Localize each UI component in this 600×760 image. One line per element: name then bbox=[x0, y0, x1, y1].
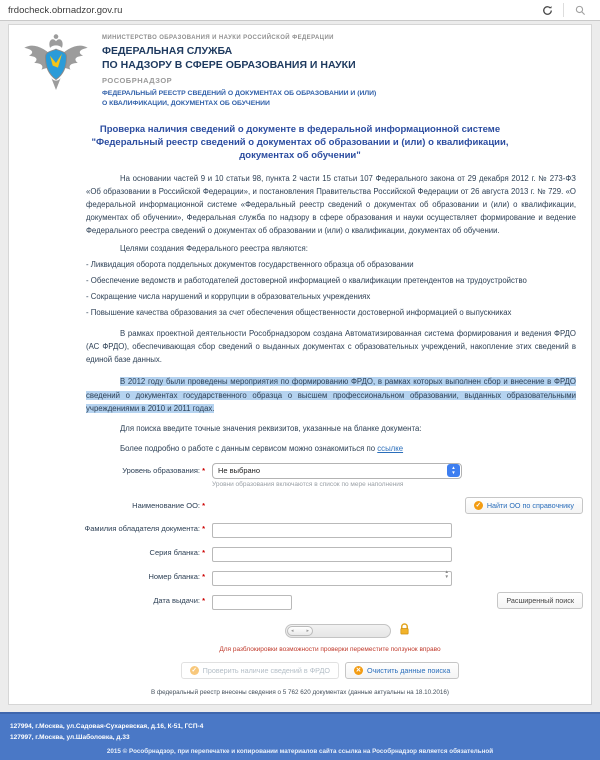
button-label: Проверить наличие сведений в ФРДО bbox=[202, 665, 330, 675]
chevron-up-down-icon: ▲ ▼ bbox=[447, 464, 460, 477]
series-input[interactable] bbox=[212, 547, 452, 562]
button-label: Расширенный поиск bbox=[506, 596, 574, 606]
more-info-text: Более подробно о работе с данным сервисом можно ознакомиться по bbox=[120, 443, 376, 453]
oo-name-row bbox=[9, 497, 591, 514]
number-spinner-icon[interactable]: ▲ ▼ bbox=[444, 568, 449, 579]
bar-divider bbox=[563, 3, 564, 17]
number-row bbox=[9, 568, 591, 586]
issue-date-row bbox=[9, 592, 591, 610]
issue-date-input[interactable] bbox=[212, 595, 292, 610]
goal-item: - Обеспечение ведомств и работодателей достоверной информацией о квалификации претендентов на трудоустройство bbox=[86, 275, 527, 285]
surname-input[interactable] bbox=[212, 523, 452, 538]
required-asterisk: * bbox=[202, 572, 205, 582]
goal-item: - Повышение качества образования за счет обеспечения общественности достоверной информацией о выпускниках bbox=[86, 308, 512, 318]
required-asterisk: * bbox=[202, 466, 205, 476]
legal-paragraph: На основании частей 9 и 10 статьи 98, пункта 2 части 15 статьи 107 Федерального закона от 29 декабря 2012 г. № 273-ФЗ «Об образовании в Российской Федерации», и постановления Правительства Российской Федерации от 26 августа 2013 г. № 729. «О федеральной информационной системе «Федеральный реестр сведений о документах об образовании и (или) о квалификации, документах об обучении», Федеральная служба по надзору в сфере образования и науки осуществляет формирование и ведение Федерального реестра сведений о документах об образовании и (или) о квалификации, документах об обучении. bbox=[86, 173, 576, 235]
registry-name bbox=[102, 89, 376, 109]
check-circle-icon: ✓ bbox=[191, 666, 197, 674]
service-name bbox=[102, 45, 376, 72]
required-asterisk: * bbox=[202, 500, 205, 510]
number-input[interactable] bbox=[212, 568, 452, 586]
check-circle-icon: ✓ bbox=[475, 501, 482, 509]
check-frdo-button[interactable] bbox=[181, 662, 339, 679]
cross-circle-icon: ✕ bbox=[355, 666, 362, 674]
series-row bbox=[9, 544, 591, 562]
search-icon[interactable] bbox=[568, 3, 592, 18]
issue-date-label bbox=[9, 596, 205, 605]
url-text[interactable]: frdocheck.obrnadzor.gov.ru bbox=[8, 4, 123, 16]
series-label bbox=[9, 548, 205, 557]
required-asterisk: * bbox=[202, 548, 205, 558]
registry-line1: ФЕДЕРАЛЬНЫЙ РЕЕСТР СВЕДЕНИЙ О ДОКУМЕНТАХ ОБ ОБРАЗОВАНИИ И (ИЛИ) bbox=[102, 90, 377, 98]
form-actions bbox=[49, 662, 591, 679]
button-label: Очистить данные поиска bbox=[366, 665, 451, 675]
asfrdo-paragraph: В рамках проектной деятельности Рособрнадзором создана Автоматизированная система формирования и ведения ФРДО (АС ФРДО), обеспечивающая сбор сведений о выданных документах с образовательных учреждений, накопление этих сведений в единой базе данных. bbox=[86, 329, 576, 365]
search-intro: Для поиска введите точные значения реквизитов, указанные на бланке документа: bbox=[120, 423, 422, 433]
goal-item: - Сокращение числа нарушений и коррупции в образовательных учреждениях bbox=[86, 292, 371, 302]
registry-stats: В федеральный реестр внесены сведения о 5 762 620 документах (данные актуальны на 18.10.2016) bbox=[150, 688, 450, 696]
clear-search-button[interactable] bbox=[345, 662, 459, 679]
page-content bbox=[9, 172, 591, 455]
refresh-icon[interactable] bbox=[535, 3, 559, 18]
footer-address-1: 127994, г.Москва, ул.Садовая-Сухаревская, д.16, К-51, ГСП-4 bbox=[10, 722, 204, 730]
unlock-slider-area bbox=[285, 622, 591, 640]
education-level-row bbox=[9, 463, 591, 479]
selected-text: В 2012 году были проведены мероприятия по формированию ФРДО, в рамках которых выполнен сбор и внесение в ФРДО сведений о документах государственного образца о высшем профессиональном образовании, выданных образовательными учреждениями в 2010 и 2011 годах. bbox=[86, 377, 576, 413]
browser-address-bar[interactable] bbox=[0, 0, 600, 21]
button-label: Найти ОО по справочнику bbox=[486, 500, 574, 510]
slider-hint: Для разблокировки возможности проверки переместите ползунок вправо bbox=[219, 645, 441, 653]
advanced-search-button[interactable] bbox=[497, 592, 583, 609]
more-info-link[interactable]: ссылке bbox=[377, 443, 404, 453]
page-card bbox=[8, 24, 592, 705]
surname-row bbox=[9, 520, 591, 538]
education-level-hint: Уровни образования включаются в список по мере наполнения bbox=[212, 480, 404, 488]
number-label bbox=[9, 572, 205, 581]
surname-label bbox=[9, 524, 205, 533]
select-value: Не выбрано bbox=[218, 466, 260, 476]
registry-line2: О КВАЛИФИКАЦИИ, ДОКУМЕНТАХ ОБ ОБУЧЕНИИ bbox=[102, 100, 270, 108]
education-level-select[interactable] bbox=[212, 463, 462, 479]
rosobrnadzor-emblem-icon bbox=[23, 32, 89, 94]
label-text: Фамилия обладателя документа: bbox=[84, 524, 200, 534]
oo-name-label bbox=[9, 501, 205, 510]
label-text: Дата выдачи: bbox=[153, 596, 200, 606]
more-info-line bbox=[86, 442, 576, 455]
highlighted-paragraph bbox=[86, 375, 576, 414]
service-line2: ПО НАДЗОРУ В СФЕРЕ ОБРАЗОВАНИЯ И НАУКИ bbox=[102, 58, 356, 71]
masthead-text bbox=[102, 32, 376, 110]
agency-name: РОСОБРНАДЗОР bbox=[102, 76, 173, 86]
goal-item: - Ликвидация оборота поддельных документов государственного образца об образовании bbox=[86, 259, 414, 269]
goals-intro: Целями создания Федерального реестра являются: bbox=[120, 243, 308, 253]
label-text: Уровень образования: bbox=[122, 466, 200, 476]
service-line1: ФЕДЕРАЛЬНАЯ СЛУЖБА bbox=[102, 45, 233, 57]
footer-copyright: 2015 © Рособрнадзор, при перепечатке и копировании материалов сайта ссылка на Рособрнадзор является обязательной bbox=[106, 747, 494, 755]
ministry-line: МИНИСТЕРСТВО ОБРАЗОВАНИЯ И НАУКИ РОССИЙСКОЙ ФЕДЕРАЦИИ bbox=[102, 35, 334, 41]
page-title: Проверка наличия сведений о документе в федеральной информационной системе "Федеральный реестр сведений о документах об образовании и (или) о квалификации, документах об обучении" bbox=[91, 123, 509, 162]
masthead bbox=[9, 25, 591, 110]
lock-icon bbox=[399, 622, 410, 640]
education-level-label bbox=[9, 466, 205, 475]
required-asterisk: * bbox=[202, 524, 205, 534]
find-oo-button[interactable] bbox=[465, 497, 583, 514]
page-footer bbox=[0, 712, 600, 760]
footer-address-2: 127997, г.Москва, ул.Шаболовка, д.33 bbox=[10, 733, 130, 741]
label-text: Номер бланка: bbox=[148, 572, 200, 582]
label-text: Наименование ОО: bbox=[132, 500, 200, 510]
search-form bbox=[9, 463, 591, 696]
required-asterisk: * bbox=[202, 596, 205, 606]
slider-handle[interactable]: ◂ ▸ bbox=[287, 626, 313, 636]
label-text: Серия бланка: bbox=[149, 548, 200, 558]
unlock-slider[interactable] bbox=[285, 624, 391, 638]
